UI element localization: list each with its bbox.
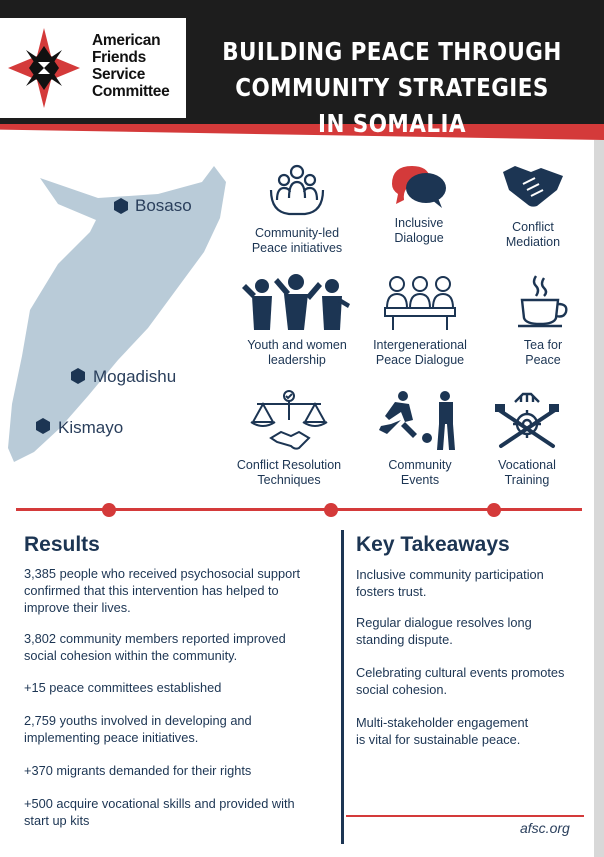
strategy-label-6b: Peace: [525, 353, 561, 367]
takeaway-2-line-2: standing dispute.: [356, 632, 453, 647]
bosaso-marker-icon: [112, 197, 130, 215]
strategy-label-2a: Inclusive: [394, 216, 444, 230]
strategy-label-6a: Tea for: [523, 338, 563, 352]
strategy-youth-women: [234, 274, 360, 368]
strategy-inclusive-dialogue: [364, 160, 474, 246]
timeline-dot-1: [102, 503, 116, 517]
result-2-line-2: social cohesion within the community.: [24, 648, 238, 663]
strategy-label-2b: Dialogue: [394, 231, 444, 245]
mogadishu-marker-icon: [69, 367, 87, 385]
timeline-dot-2: [324, 503, 338, 517]
takeaways-heading: Key Takeaways: [356, 533, 510, 556]
timeline-dot-3: [487, 503, 501, 517]
takeaway-1-line-2: fosters trust.: [356, 584, 427, 599]
footer-website-link[interactable]: afsc.org: [520, 820, 570, 836]
strategy-label-8a: Community: [388, 458, 452, 472]
red-star-logo-icon: [4, 26, 84, 110]
logo-line-4: Committee: [92, 83, 170, 100]
strategy-community-led: [234, 160, 360, 256]
community-hands-icon: [267, 160, 327, 220]
result-item-1: [24, 565, 300, 616]
strategy-conflict-resolution: [228, 390, 350, 488]
strategy-label-5a: Intergenerational: [373, 338, 467, 352]
result-3-line-1: +15 peace committees established: [24, 680, 222, 695]
result-5-line-1: +370 migrants demanded for their rights: [24, 763, 252, 778]
results-heading: Results: [24, 533, 100, 556]
footer-red-line: [346, 815, 584, 817]
strategy-vocational-training: [478, 390, 576, 488]
strategy-label-5b: Peace Dialogue: [375, 353, 465, 367]
page-title: [218, 34, 565, 142]
strategy-label-1b: Peace initiatives: [251, 241, 343, 255]
result-item-3: [24, 679, 221, 696]
result-item-2: [24, 630, 286, 664]
city-label-kismayo: Kismayo: [58, 418, 124, 437]
takeaway-1-line-1: Inclusive community participation: [356, 567, 544, 582]
result-1-line-3: improve their lives.: [24, 600, 131, 615]
strategy-tea-for-peace: [488, 274, 598, 368]
takeaway-item-3: [356, 664, 564, 698]
strategy-label-7a: Conflict Resolution: [236, 458, 342, 472]
result-4-line-2: implementing peace initiatives.: [24, 730, 199, 745]
strategy-intergenerational: [364, 274, 476, 368]
result-item-4: [24, 712, 252, 746]
result-1-line-1: 3,385 people who received psychosocial support: [24, 566, 301, 581]
youth-group-icon: [242, 274, 352, 332]
takeaway-3-line-2: social cohesion.: [356, 682, 448, 697]
city-label-mogadishu: Mogadishu: [93, 367, 177, 386]
takeaway-4-line-1: Multi-stakeholder engagement: [356, 715, 529, 730]
scales-handshake-icon: [247, 390, 331, 452]
result-6-line-2: start up kits: [24, 813, 90, 828]
logo-line-1: American: [92, 32, 161, 49]
strategy-conflict-mediation: [478, 160, 588, 250]
result-2-line-1: 3,802 community members reported improved: [24, 631, 286, 646]
result-item-6: [24, 795, 295, 829]
title-line-1: BUILDING PEACE THROUGH: [222, 37, 562, 66]
strategy-label-7b: Techniques: [257, 473, 321, 487]
strategy-label-9b: Training: [504, 473, 550, 487]
strategy-label-4a: Youth and women: [247, 338, 347, 352]
logo-line-2: Friends: [92, 49, 146, 66]
logo-line-3: Service: [92, 66, 146, 83]
takeaway-2-line-1: Regular dialogue resolves long: [356, 615, 532, 630]
football-players-icon: [377, 390, 463, 452]
kismayo-marker-icon: [34, 417, 52, 435]
speech-bubbles-icon: [388, 160, 450, 210]
handshake-icon: [501, 160, 565, 214]
strategy-label-8b: Events: [400, 473, 440, 487]
takeaway-4-line-2: is vital for sustainable peace.: [356, 732, 521, 747]
page-right-edge: [594, 140, 604, 857]
strategy-label-9a: Vocational: [498, 458, 556, 472]
strategy-label-4b: leadership: [268, 353, 326, 367]
result-4-line-1: 2,759 youths involved in developing and: [24, 713, 252, 728]
city-label-bosaso: Bosaso: [135, 196, 192, 215]
tea-cup-icon: [516, 274, 570, 332]
takeaway-3-line-1: Celebrating cultural events promotes: [356, 665, 565, 680]
column-divider: [341, 530, 344, 844]
strategy-label-3b: Mediation: [505, 235, 561, 249]
takeaway-item-1: [356, 566, 544, 600]
takeaway-item-2: [356, 614, 532, 648]
strategy-label-1a: Community-led: [254, 226, 340, 240]
meeting-table-icon: [383, 274, 457, 332]
title-line-2: COMMUNITY STRATEGIES IN SOMALIA: [235, 73, 549, 138]
result-6-line-1: +500 acquire vocational skills and provided with: [24, 796, 295, 811]
strategy-community-events: [358, 390, 482, 488]
strategy-label-3a: Conflict: [512, 220, 554, 234]
tools-gear-icon: [493, 390, 561, 452]
takeaway-item-4: [356, 714, 528, 748]
logo-wordmark: [92, 32, 184, 100]
result-1-line-2: confirmed that this intervention has helped to: [24, 583, 279, 598]
afsc-logo: [0, 18, 186, 118]
result-item-5: [24, 762, 251, 779]
